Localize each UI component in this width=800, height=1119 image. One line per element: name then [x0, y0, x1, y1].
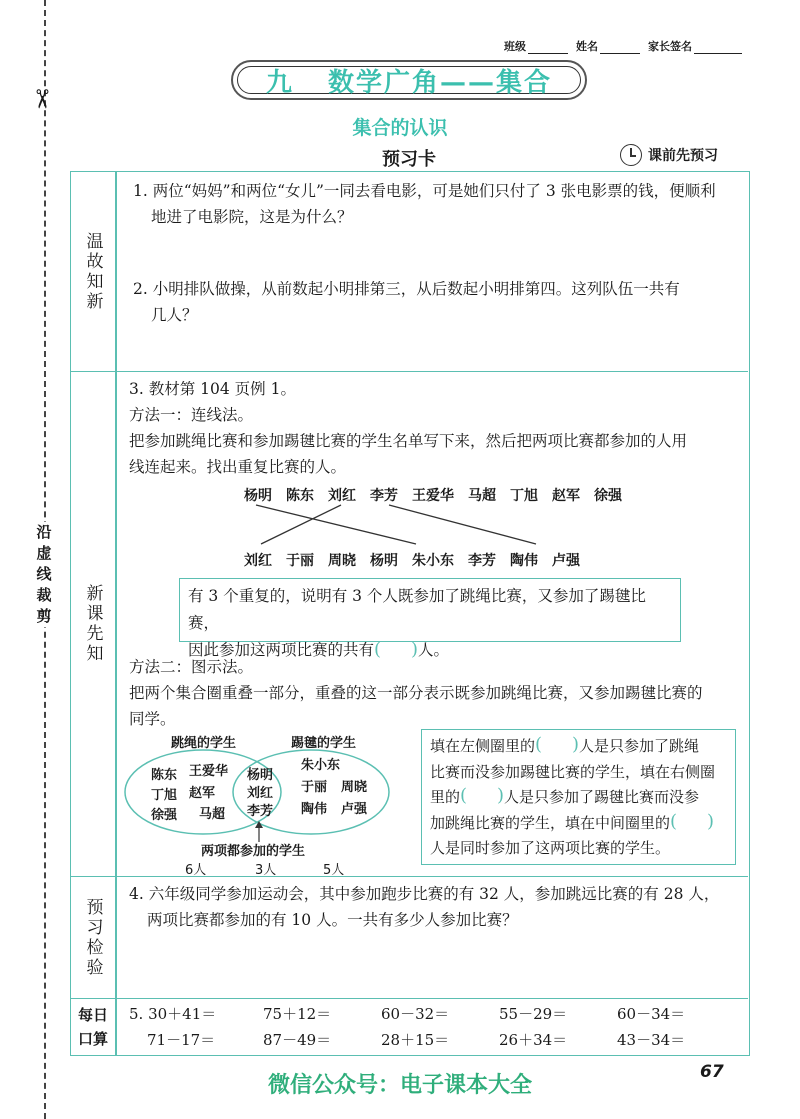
conclusion-box: 有 3 个重复的，说明有 3 个人既参加了跳绳比赛，又参加了踢毽比赛， 因此参加这两项比赛的共有( ) 人。 — [179, 578, 681, 642]
card-title: 预习卡 — [350, 145, 468, 170]
preview-tag-label: 课前先预习 — [648, 148, 718, 164]
calc-item: 43－34＝ — [617, 1031, 686, 1049]
venn-count-right: 5人 — [323, 863, 345, 878]
parent-signature-label: 家长签名 — [648, 40, 692, 53]
venn-left-name: 马超 — [199, 807, 226, 822]
section-label-new: 新课先知 — [71, 372, 116, 876]
chapter-title: 数学广角——集合 — [328, 67, 553, 98]
calc-item: 60－34＝ — [617, 1005, 686, 1023]
venn-right-name: 陶伟 — [301, 802, 328, 817]
venn-left-name: 王爱华 — [189, 764, 229, 779]
preview-tag — [620, 144, 718, 166]
scissors-icon: ✂ — [25, 88, 56, 110]
venn-left-name: 徐强 — [151, 808, 178, 823]
student-info — [504, 38, 748, 54]
section-label-review: 温故知新 — [71, 172, 116, 371]
venn-left-name: 丁旭 — [151, 788, 178, 803]
footer-watermark: 微信公众号：电子课本大全 — [267, 1073, 532, 1098]
chapter-title-bar — [231, 60, 587, 100]
method-1-text: 3. 教材第 104 页例 1。 方法一：连线法。 把参加跳绳比赛和参加踢毽比赛的学生名单写下来，然后把两项比赛都参加的人用 线连起来。找出重复比赛的人。 — [129, 380, 688, 476]
class-blank[interactable] — [528, 43, 568, 54]
venn-both-label: 两项都参加的学生 — [201, 844, 306, 859]
chapter-number: 九 — [265, 67, 294, 98]
rope-names-row: 杨明 陈东 刘红 李芳 王爱华 马超 丁旭 赵军 徐强 — [244, 488, 622, 504]
question-2: 2. 小明排队做操，从前数起小明排第三，从后数起小明排第四。这列队伍一共有 几人？ — [133, 280, 680, 324]
cut-label: 沿虚线裁剪 — [34, 522, 54, 627]
calc-item: 28＋15＝ — [381, 1031, 450, 1049]
venn-count-left: 6人 — [185, 863, 207, 878]
venn-right-name: 于丽 — [301, 780, 328, 795]
calc-item: 26＋34＝ — [499, 1031, 568, 1049]
venn-mid-name: 杨明 — [247, 768, 274, 783]
alarm-clock-icon — [620, 144, 642, 166]
class-label: 班级 — [504, 40, 526, 53]
calc-item: 55－29＝ — [499, 1005, 568, 1023]
venn-mid-name: 刘红 — [247, 786, 274, 801]
page-number: 67 — [700, 1062, 744, 1088]
calc-item: 75＋12＝ — [263, 1005, 332, 1023]
method-2-text: 方法二：图示法。 把两个集合圈重叠一部分，重叠的这一部分表示既参加跳绳比赛，又参加踢毽比赛的 同学。 — [129, 658, 703, 728]
venn-mid-name: 李芳 — [247, 804, 274, 819]
calc-item: 71－17＝ — [147, 1031, 216, 1049]
section-label-check: 预习检验 — [71, 877, 116, 998]
venn-right-name: 卢强 — [341, 802, 368, 817]
venn-right-name: 周晓 — [341, 780, 368, 795]
venn-explanation-box: 填在左侧圈里的( ) 人是只参加了跳绳 比赛而没参加踢毽比赛的学生，填在右侧圈 里的( ) 人是只参加了踢毽比赛而没参 加跳绳比赛的学生，填在中间圈里的( ) 人是同时参加了这两项比赛的学生。 — [421, 729, 736, 865]
answer-blank-left[interactable] — [535, 736, 579, 758]
venn-count-mid: 3人 — [255, 863, 277, 878]
lesson-subtitle: 集合的认识 — [352, 117, 448, 139]
section-check — [71, 877, 748, 999]
answer-blank-middle[interactable] — [670, 813, 714, 835]
name-blank[interactable] — [600, 43, 640, 54]
section-review — [71, 172, 748, 372]
calc-item: 5. 30＋41＝ — [129, 1005, 217, 1023]
answer-blank-right[interactable] — [460, 787, 504, 809]
calc-item: 87－49＝ — [263, 1031, 332, 1049]
venn-right-name: 朱小东 — [301, 758, 341, 773]
question-1: 1. 两位“妈妈”和两位“女儿”一同去看电影，可是她们只付了 3 张电影票的钱，便顺利 地进了电影院，这是为什么？ — [133, 182, 716, 226]
venn-left-name: 赵军 — [189, 786, 216, 801]
shuttle-names-row: 刘红 于丽 周晓 杨明 朱小东 李芳 陶伟 卢强 — [244, 553, 580, 569]
section-daily-math — [71, 999, 748, 1055]
venn-left-name: 陈东 — [151, 768, 178, 783]
question-4: 4. 六年级同学参加运动会，其中参加跑步比赛的有 32 人，参加跳远比赛的有 28 人， 两项比赛都参加的有 10 人。一共有多少人参加比赛？ — [129, 885, 720, 929]
section-new-lesson — [71, 372, 748, 877]
calc-item: 60－32＝ — [381, 1005, 450, 1023]
venn-left-title: 跳绳的学生 — [171, 736, 237, 751]
name-label: 姓名 — [576, 40, 598, 53]
section-label-daily: 每日口算 — [71, 999, 116, 1055]
venn-right-title: 踢毽的学生 — [291, 736, 357, 751]
parent-signature-blank[interactable] — [694, 43, 742, 54]
worksheet-frame — [70, 171, 750, 1056]
